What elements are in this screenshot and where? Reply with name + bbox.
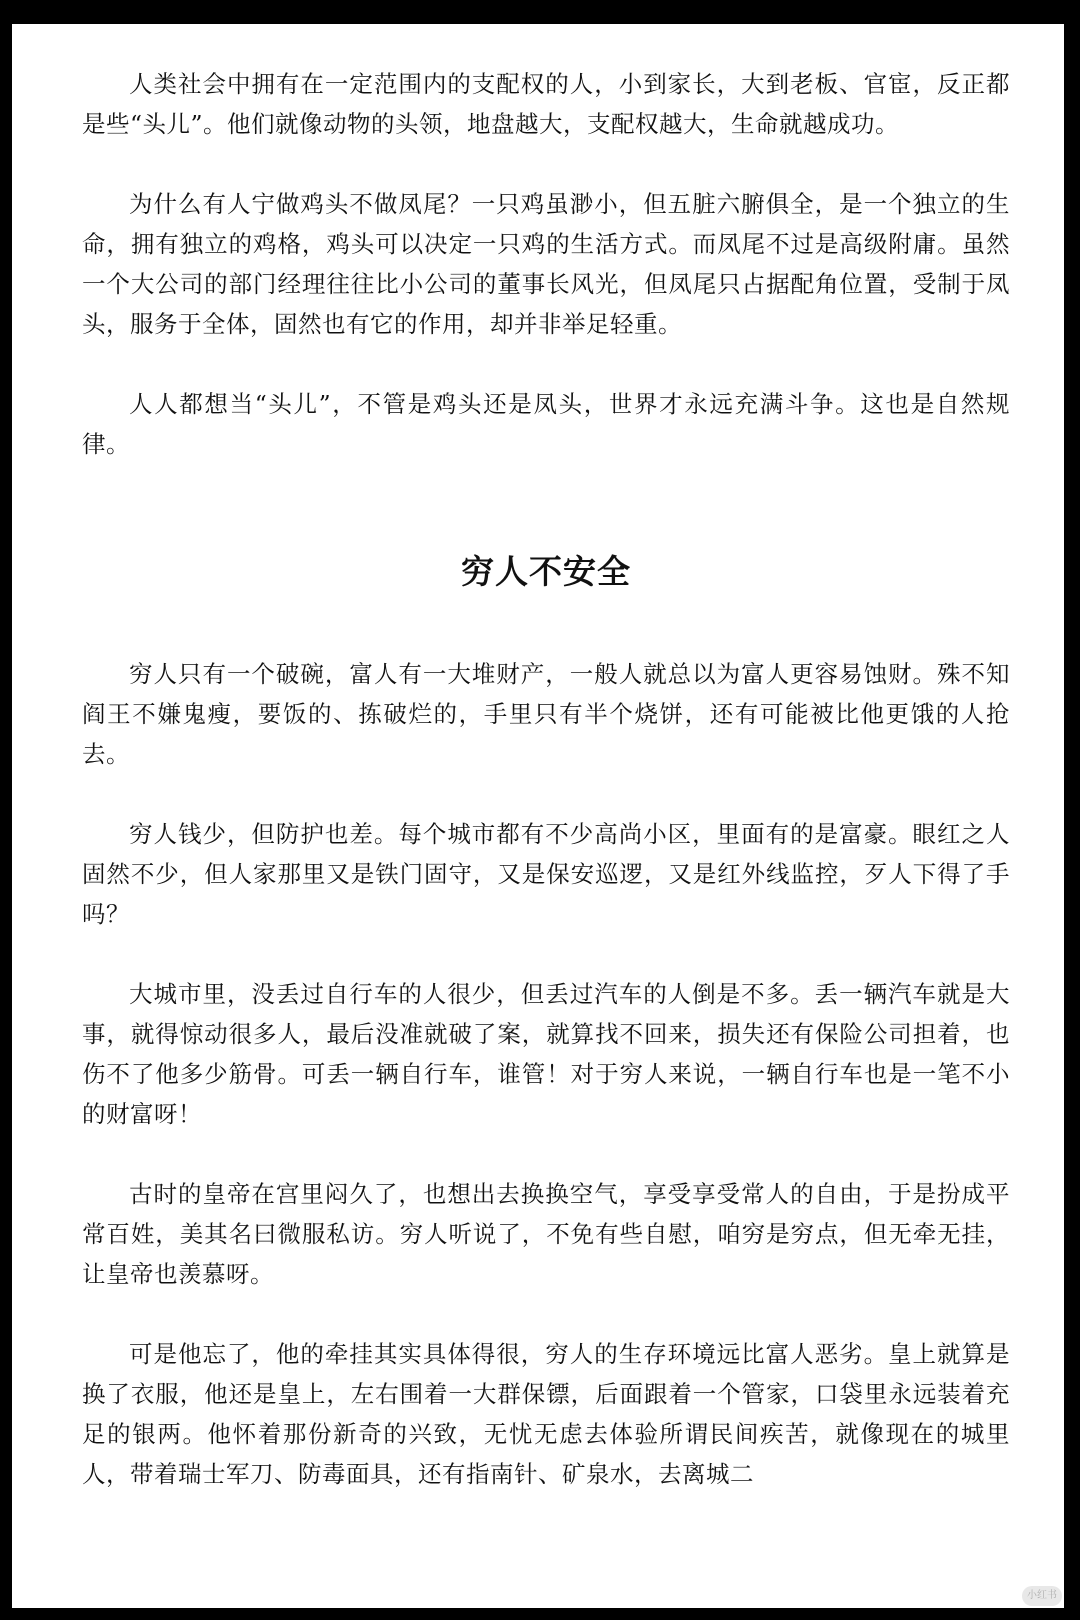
paragraph: 人类社会中拥有在一定范围内的支配权的人，小到家长，大到老板、官宦，反正都是些“头儿”。他们就像动物的头领，地盘越大，支配权越大，生命就越成功。	[82, 70, 1010, 138]
paragraph: 穷人钱少，但防护也差。每个城市都有不少高尚小区，里面有的是富豪。眼红之人固然不少，但人家那里又是铁门固守，又是保安巡逻，又是红外线监控，歹人下得了手吗？	[82, 820, 1010, 928]
document-body	[82, 64, 1010, 1534]
paragraph: 大城市里，没丢过自行车的人很少，但丢过汽车的人倒是不多。丢一辆汽车就是大事，就得惊动很多人，最后没准就破了案，就算找不回来，损失还有保险公司担着，也伤不了他多少筋骨。可丢一辆自行车，谁管！对于穷人来说，一辆自行车也是一笔不小的财富呀！	[82, 980, 1010, 1128]
paragraph: 穷人只有一个破碗，富人有一大堆财产，一般人就总以为富人更容易蚀财。殊不知阎王不嫌鬼瘦，要饭的、拣破烂的，手里只有半个烧饼，还有可能被比他更饿的人抢去。	[82, 660, 1010, 768]
section-title: 穷人不安全	[461, 552, 631, 591]
paragraph: 可是他忘了，他的牵挂其实具体得很，穷人的生存环境远比富人恶劣。皇上就算是换了衣服，他还是皇上，左右围着一大群保镖，后面跟着一个管家，口袋里永远装着充足的银两。他怀着那份新奇的兴致，无忧无虑去体验所谓民间疾苦，就像现在的城里人，带着瑞士军刀、防毒面具，还有指南针、矿泉水，去离城二	[82, 1340, 1010, 1488]
paragraph: 为什么有人宁做鸡头不做凤尾？一只鸡虽渺小，但五脏六腑俱全，是一个独立的生命，拥有独立的鸡格，鸡头可以决定一只鸡的生活方式。而凤尾不过是高级附庸。虽然一个大公司的部门经理往往比小公司的董事长风光，但凤尾只占据配角位置，受制于凤头，服务于全体，固然也有它的作用，却并非举足轻重。	[82, 190, 1010, 338]
paragraph: 古时的皇帝在宫里闷久了，也想出去换换空气，享受享受常人的自由，于是扮成平常百姓，美其名曰微服私访。穷人听说了，不免有些自慰，咱穷是穷点，但无牵无挂，让皇帝也羡慕呀。	[82, 1180, 1010, 1288]
document-page	[12, 24, 1064, 1608]
paragraph: 人人都想当“头儿”，不管是鸡头还是凤头，世界才永远充满斗争。这也是自然规律。	[82, 390, 1010, 458]
watermark-logo: 小红书	[1022, 1586, 1062, 1606]
